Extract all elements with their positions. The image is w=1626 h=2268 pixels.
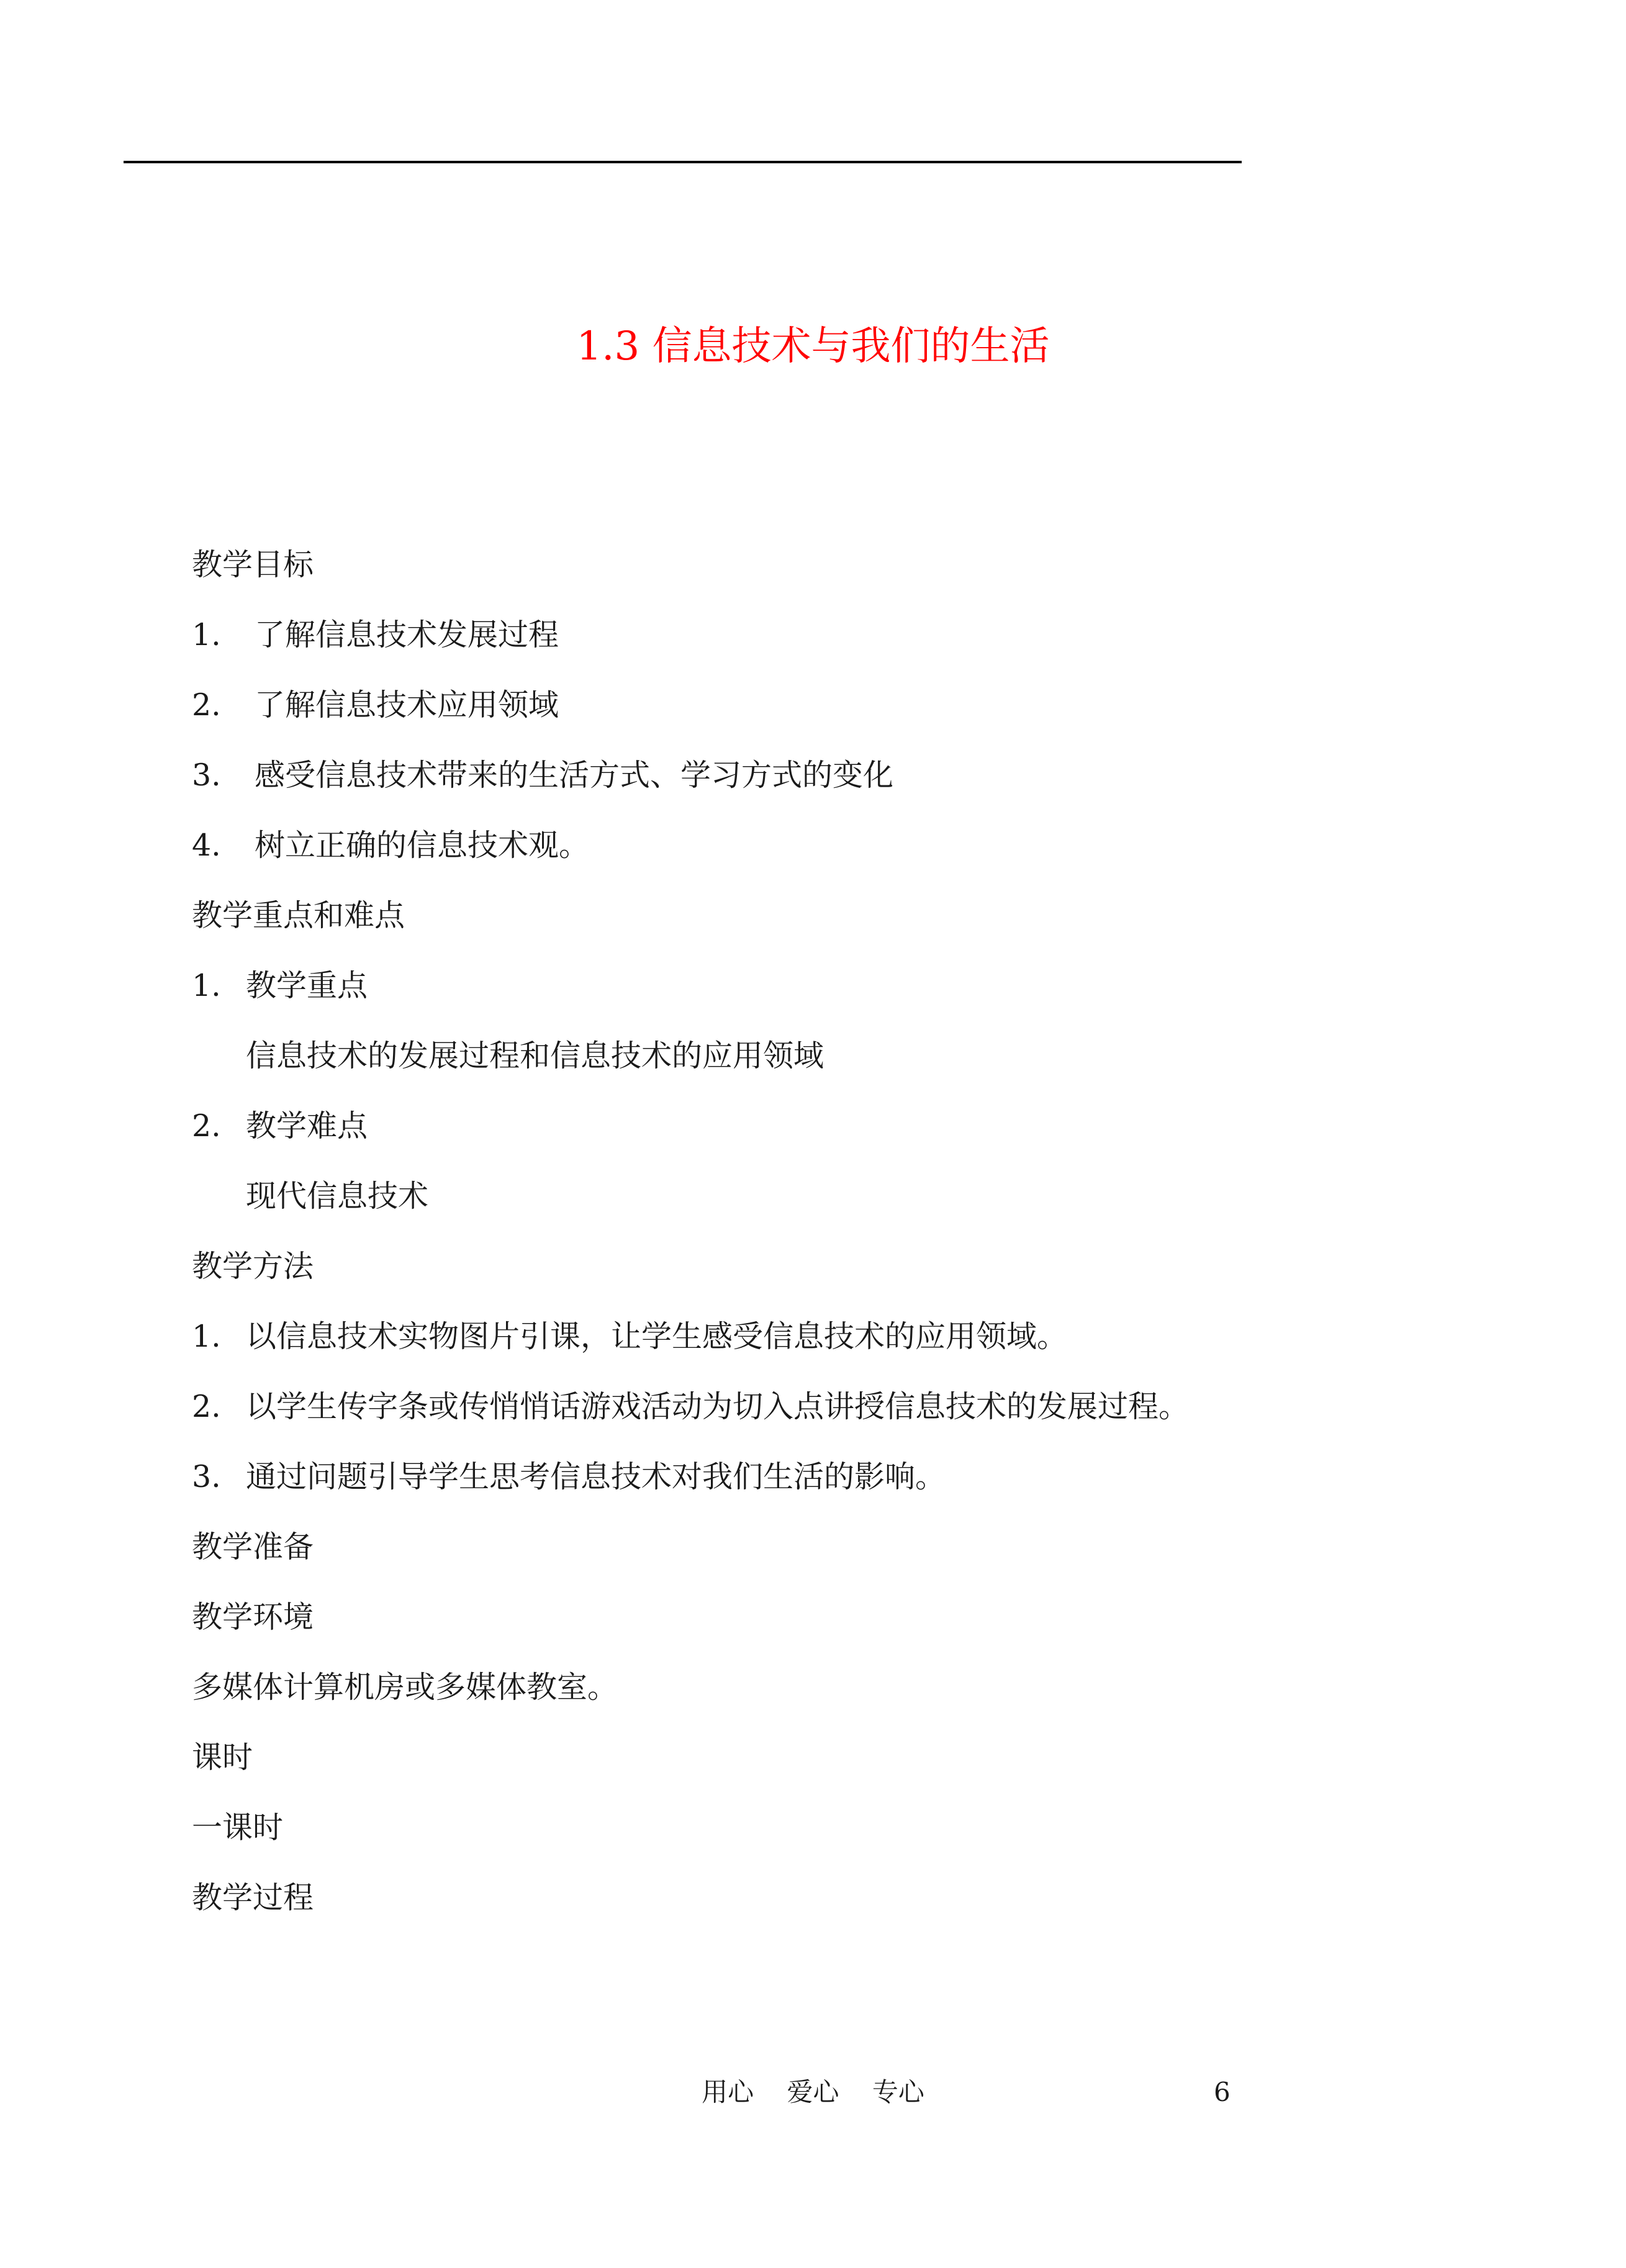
keypoints-heading: 教学重点和难点 bbox=[192, 898, 405, 933]
objective-item bbox=[192, 824, 589, 867]
document-title: 1.3 信息技术与我们的生活 bbox=[576, 323, 1050, 369]
list-text: 了解信息技术应用领域 bbox=[255, 687, 559, 723]
environment-heading: 教学环境 bbox=[192, 1599, 314, 1635]
method-item bbox=[192, 1455, 946, 1499]
page-number: 6 bbox=[1214, 2077, 1231, 2107]
list-number: 3. bbox=[192, 757, 221, 793]
list-text: 以学生传字条或传悄悄话游戏活动为切入点讲授信息技术的发展过程。 bbox=[246, 1389, 1190, 1424]
process-heading: 教学过程 bbox=[192, 1880, 314, 1915]
keypoint-detail: 信息技术的发展过程和信息技术的应用领域 bbox=[246, 1038, 824, 1073]
period-heading: 课时 bbox=[192, 1740, 253, 1775]
list-text: 通过问题引导学生思考信息技术对我们生活的影响。 bbox=[246, 1459, 946, 1494]
method-item bbox=[192, 1315, 1067, 1358]
list-text: 教学难点 bbox=[246, 1108, 368, 1144]
objective-item bbox=[192, 613, 559, 657]
period-text: 一课时 bbox=[192, 1810, 284, 1845]
list-number: 4. bbox=[192, 828, 221, 863]
list-text: 教学重点 bbox=[246, 968, 368, 1003]
objective-item bbox=[192, 754, 893, 797]
list-number: 2. bbox=[192, 1389, 221, 1424]
methods-heading: 教学方法 bbox=[192, 1249, 314, 1284]
objectives-heading: 教学目标 bbox=[192, 547, 314, 582]
keypoint-item bbox=[192, 964, 368, 1008]
keypoint-item bbox=[192, 1105, 368, 1148]
list-number: 1. bbox=[192, 1319, 221, 1354]
preparation-heading: 教学准备 bbox=[192, 1529, 314, 1565]
objective-item bbox=[192, 684, 559, 727]
list-number: 2. bbox=[192, 687, 221, 723]
list-text: 了解信息技术发展过程 bbox=[255, 617, 559, 653]
list-number: 1. bbox=[192, 617, 221, 653]
keypoint-detail: 现代信息技术 bbox=[246, 1178, 429, 1214]
list-number: 1. bbox=[192, 968, 221, 1003]
list-number: 2. bbox=[192, 1108, 221, 1144]
footer-motto: 用心 爱心 专心 bbox=[702, 2077, 924, 2107]
list-number: 3. bbox=[192, 1459, 221, 1494]
list-text: 以信息技术实物图片引课，让学生感受信息技术的应用领域。 bbox=[246, 1319, 1068, 1354]
method-item bbox=[192, 1385, 1189, 1429]
header-rule bbox=[124, 161, 1242, 163]
environment-text: 多媒体计算机房或多媒体教室。 bbox=[192, 1669, 618, 1705]
list-text: 感受信息技术带来的生活方式、学习方式的变化 bbox=[255, 757, 894, 793]
list-text: 树立正确的信息技术观。 bbox=[255, 828, 590, 863]
